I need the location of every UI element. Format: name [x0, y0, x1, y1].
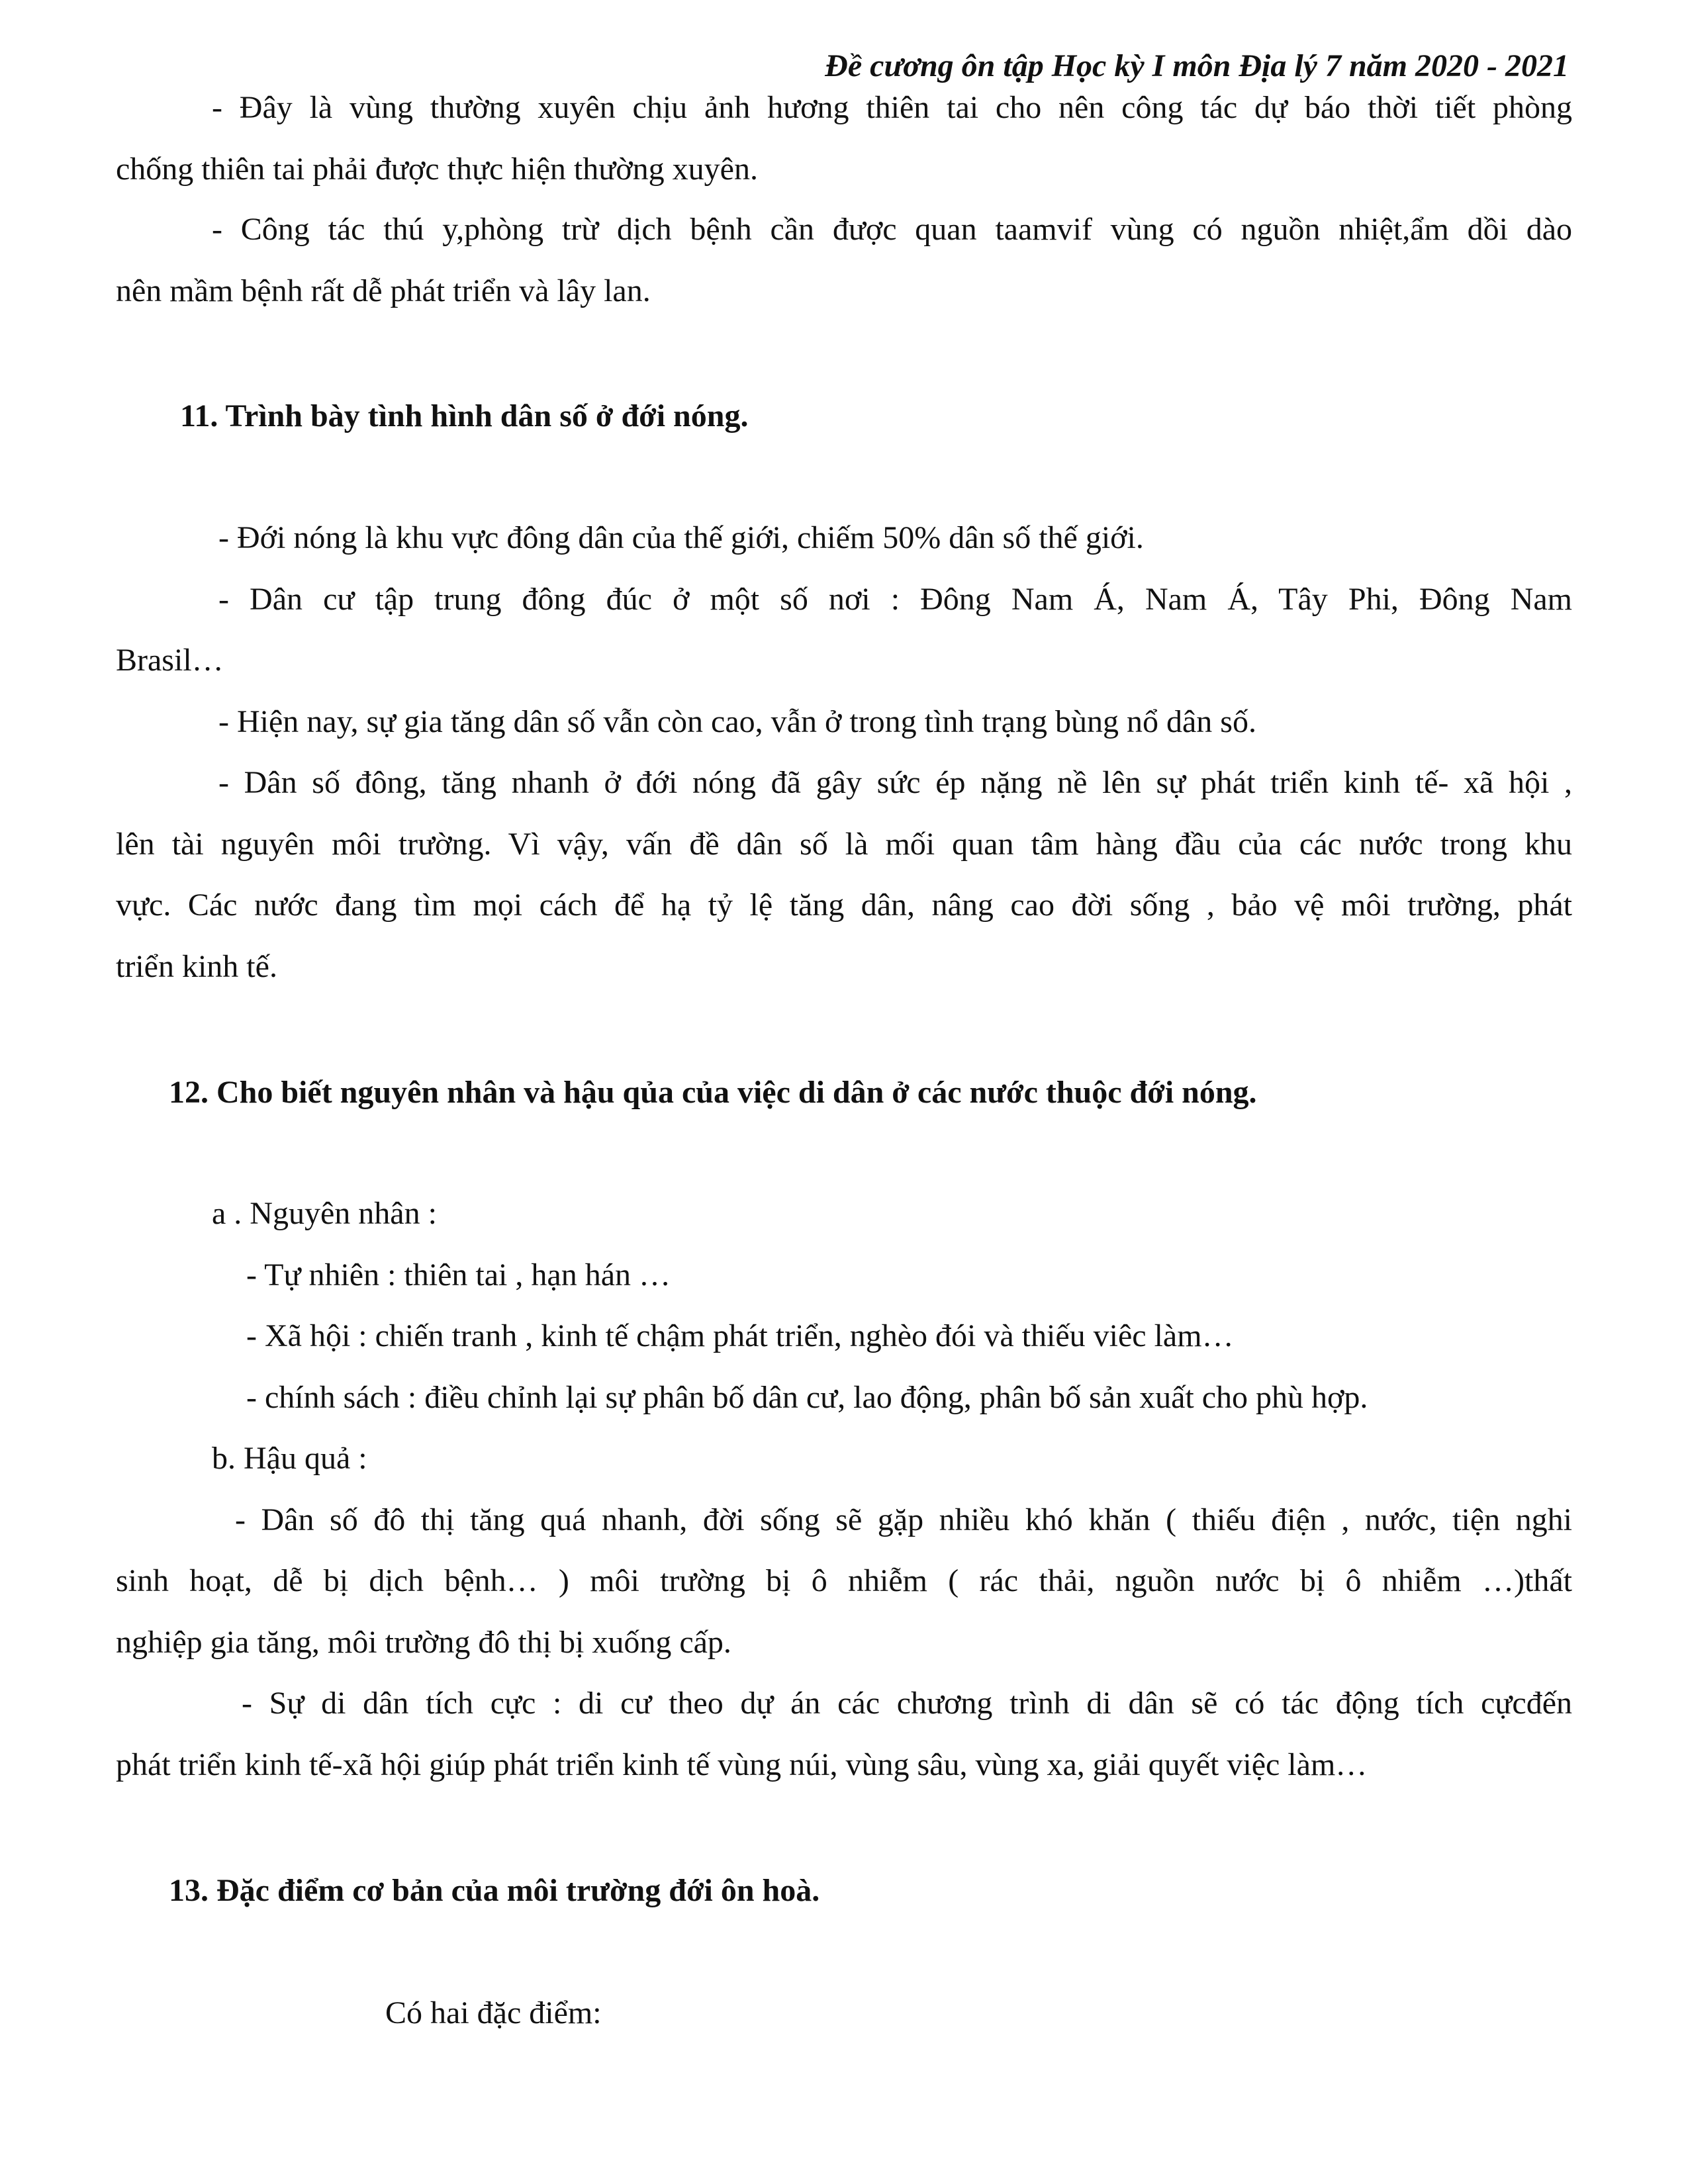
document-header-title: Đề cương ôn tập Học kỳ I môn Địa lý 7 năm 2020 - 2021: [825, 48, 1569, 83]
section-12-consequence-1-line-3: nghiệp gia tăng, môi trường đô thị bị xuống cấp.: [116, 1625, 731, 1660]
section-12-cause-policy: - chính sách : điều chỉnh lại sự phân bố dân cư, lao động, phân bố sản xuất cho phù hợp.: [246, 1380, 1368, 1415]
section-11-bullet-4-line-2: lên tài nguyên môi trường. Vì vậy, vấn đề dân số là mối quan tâm hàng đầu của các nước trong khu: [116, 827, 1572, 862]
section-11-heading: 11. Trình bày tình hình dân số ở đới nóng.: [180, 398, 749, 433]
section-13-paragraph-1: Có hai đặc điểm:: [385, 1995, 602, 2030]
section-12-consequence-1-line-1: - Dân số đô thị tăng quá nhanh, đời sống sẽ gặp nhiều khó khăn ( thiếu điện , nước, tiện nghi: [235, 1502, 1572, 1537]
section-12-consequence-2-line-1: - Sự di dân tích cực : di cư theo dự án các chương trình di dân sẽ có tác động tích cựcđến: [242, 1686, 1572, 1721]
section-12-cause-label: a . Nguyên nhân :: [212, 1196, 437, 1231]
intro-paragraph-2-line-1: - Công tác thú y,phòng trừ dịch bệnh cần được quan taamvif vùng có nguồn nhiệt,ẩm dồi dào: [212, 212, 1572, 247]
section-13-heading: 13. Đặc điểm cơ bản của môi trường đới ôn hoà.: [169, 1873, 820, 1908]
section-12-consequence-1-line-2: sinh hoạt, dễ bị dịch bệnh… ) môi trường bị ô nhiễm ( rác thải, nguồn nước bị ô nhiễm …)thất: [116, 1563, 1572, 1598]
section-11-bullet-3: - Hiện nay, sự gia tăng dân số vẫn còn cao, vẫn ở trong tình trạng bùng nổ dân số.: [218, 704, 1256, 739]
section-11-bullet-1: - Đới nóng là khu vực đông dân của thế giới, chiếm 50% dân số thế giới.: [218, 520, 1144, 555]
intro-paragraph-2-line-2: nên mầm bệnh rất dễ phát triển và lây lan.: [116, 273, 651, 308]
section-12-consequence-label: b. Hậu quả :: [212, 1441, 367, 1476]
section-11-bullet-4-line-4: triển kinh tế.: [116, 949, 277, 984]
intro-paragraph-1-line-1: - Đây là vùng thường xuyên chịu ảnh hương thiên tai cho nên công tác dự báo thời tiết phòng: [212, 90, 1572, 125]
section-12-heading: 12. Cho biết nguyên nhân và hậu qủa của việc di dân ở các nước thuộc đới nóng.: [169, 1075, 1257, 1110]
section-11-bullet-4-line-3: vực. Các nước đang tìm mọi cách để hạ tỷ lệ tăng dân, nâng cao đời sống , bảo vệ môi trường, phát: [116, 887, 1572, 923]
section-12-consequence-2-line-2: phát triển kinh tế-xã hội giúp phát triển kinh tế vùng núi, vùng sâu, vùng xa, giải quyết việc làm…: [116, 1747, 1368, 1782]
section-11-bullet-4-line-1: - Dân số đông, tăng nhanh ở đới nóng đã gây sức ép nặng nề lên sự phát triển kinh tế- xã hội ,: [218, 765, 1572, 800]
intro-paragraph-1-line-2: chống thiên tai phải được thực hiện thường xuyên.: [116, 152, 758, 187]
section-12-cause-social: - Xã hội : chiến tranh , kinh tế chậm phát triển, nghèo đói và thiếu viêc làm…: [246, 1318, 1234, 1353]
section-12-cause-natural: - Tự nhiên : thiên tai , hạn hán …: [246, 1257, 671, 1293]
section-11-bullet-2-line-1: - Dân cư tập trung đông đúc ở một số nơi : Đông Nam Á, Nam Á, Tây Phi, Đông Nam: [218, 582, 1572, 617]
section-11-bullet-2-line-2: Brasil…: [116, 643, 224, 678]
